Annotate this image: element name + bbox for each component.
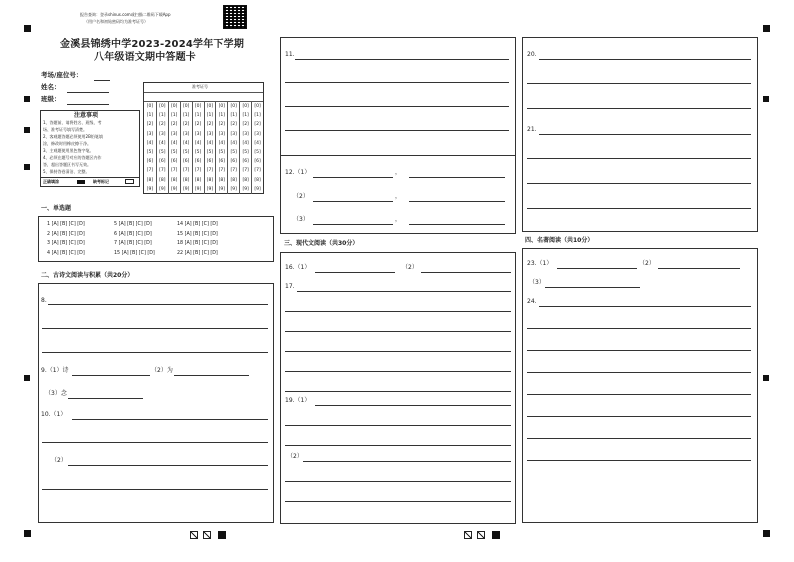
exam-digit-bubble[interactable]: [6]	[239, 157, 251, 166]
answer-line[interactable]	[174, 375, 249, 376]
answer-line[interactable]	[539, 134, 751, 135]
exam-digit-bubble[interactable]: [4]	[227, 139, 239, 148]
exam-digit-bubble[interactable]: [9]	[146, 186, 154, 192]
exam-digit-bubble[interactable]: [2]	[192, 120, 204, 129]
note-item: 场、准考证号填写清楚。	[43, 127, 87, 132]
exam-digit-bubble[interactable]: [4]	[156, 139, 168, 148]
exam-digit-bubble[interactable]: [5]	[215, 148, 227, 157]
page-marker	[477, 531, 485, 539]
answer-line[interactable]	[527, 394, 751, 395]
note-item: 1、答题前，请将姓名、班级、考	[43, 120, 102, 125]
answer-line[interactable]	[527, 416, 751, 417]
answer-line[interactable]	[285, 425, 511, 426]
answer-line[interactable]	[285, 371, 511, 372]
answer-line[interactable]	[285, 106, 509, 107]
mcq-item[interactable]: 14 [A] [B] [C] [D]	[177, 222, 218, 227]
section-3-box	[280, 252, 516, 524]
exam-digit-bubble[interactable]: [8]	[156, 176, 168, 185]
exam-digit-bubble[interactable]: [7]	[204, 166, 216, 175]
exam-digit-bubble[interactable]: [0]	[215, 102, 227, 111]
exam-digit-bubble[interactable]: [9]	[204, 185, 216, 194]
q16-label: 16.（1）	[285, 264, 311, 271]
exam-digit-bubble[interactable]: [3]	[156, 130, 168, 139]
exam-room-label: 考场/座位号：	[41, 71, 83, 79]
exam-digit-bubble[interactable]: [7]	[227, 166, 239, 175]
mcq-item[interactable]: 15 [A] [B] [C] [D]	[177, 231, 218, 237]
exam-digit-bubble[interactable]: [2]	[156, 120, 168, 129]
answer-line[interactable]	[285, 331, 511, 332]
exam-digit-bubble[interactable]: [2]	[168, 120, 180, 129]
exam-digit-bubble[interactable]: [9]	[251, 185, 263, 194]
exam-digit-bubble[interactable]: [6]	[156, 157, 168, 166]
exam-digit-bubble[interactable]: [2]	[239, 120, 251, 129]
exam-digit-bubble[interactable]: [0]	[227, 102, 239, 111]
exam-digit-bubble[interactable]: [1]	[239, 111, 251, 120]
exam-digit-bubble[interactable]: [4]	[204, 139, 216, 148]
section-1-title: 一、单选题	[41, 205, 72, 212]
timing-mark	[24, 127, 30, 133]
q24-label: 24.	[527, 298, 537, 305]
exam-digit-bubble[interactable]: [7]	[180, 166, 192, 175]
answer-line[interactable]	[72, 375, 150, 376]
answer-line[interactable]	[42, 442, 268, 443]
exam-digit-bubble[interactable]: [5]	[239, 148, 251, 157]
answer-line[interactable]	[303, 461, 511, 462]
section-divider	[281, 155, 515, 156]
answer-line[interactable]	[421, 272, 511, 273]
digit-grid	[144, 102, 263, 194]
registration-mark	[763, 530, 770, 537]
answer-line[interactable]	[68, 465, 268, 466]
exam-digit-bubble[interactable]: [6]	[168, 157, 180, 166]
exam-digit-bubble[interactable]: [4]	[215, 139, 227, 148]
exam-digit-bubble[interactable]: [0]	[239, 102, 251, 111]
exam-digit-bubble[interactable]: [1]	[180, 111, 192, 120]
grid-divider	[144, 92, 263, 93]
answer-line[interactable]	[313, 177, 393, 178]
answer-line[interactable]	[68, 398, 143, 399]
exam-digit-bubble[interactable]: [1]	[156, 111, 168, 120]
page-marker	[492, 531, 500, 539]
page-marker	[203, 531, 211, 539]
answer-line[interactable]	[315, 272, 395, 273]
comma: ，	[395, 193, 402, 200]
exam-digit-bubble[interactable]: [4]	[168, 139, 180, 148]
answer-line[interactable]	[527, 372, 751, 373]
q10-1-label: 10.（1）	[41, 411, 67, 418]
exam-digit-bubble[interactable]: [6]	[180, 157, 192, 166]
exam-digit-bubble[interactable]: [4]	[192, 139, 204, 148]
answer-line[interactable]	[527, 83, 751, 84]
page-subtitle: 八年级语文期中答题卡	[94, 52, 196, 63]
exam-digit-bubble[interactable]: [1]	[204, 111, 216, 120]
section-4-title: 四、名著阅读（共10分）	[525, 237, 594, 244]
exam-digit-bubble[interactable]: [3]	[239, 130, 251, 139]
answer-line[interactable]	[285, 351, 511, 352]
answer-line[interactable]	[539, 306, 751, 307]
answer-line[interactable]	[527, 183, 751, 184]
answer-line[interactable]	[315, 405, 511, 406]
exam-digit-bubble[interactable]: [5]	[146, 150, 154, 155]
answer-line[interactable]	[539, 59, 751, 60]
q19-2-label: （2）	[287, 453, 303, 460]
exam-digit-bubble[interactable]: [2]	[180, 120, 192, 129]
q8-label: 8.	[41, 297, 47, 304]
exam-digit-bubble[interactable]: [9]	[156, 185, 168, 194]
exam-digit-bubble[interactable]: [3]	[192, 130, 204, 139]
page-marker	[218, 531, 226, 539]
exam-room-field[interactable]	[94, 80, 110, 81]
mcq-item[interactable]: 15 [A] [B] [C] [D]	[114, 250, 155, 256]
exam-digit-bubble[interactable]: [1]	[146, 113, 154, 119]
answer-line[interactable]	[285, 445, 511, 446]
exam-digit-bubble[interactable]: [8]	[146, 177, 154, 183]
q12-2-label: （2）	[293, 193, 309, 200]
section-4-box	[522, 248, 758, 523]
q12-3-label: （3）	[293, 216, 309, 223]
missing-mark-label: 缺考标记	[93, 179, 109, 184]
exam-digit-bubble[interactable]: [6]	[215, 157, 227, 166]
registration-mark	[24, 25, 31, 32]
exam-digit-bubble[interactable]: [4]	[180, 139, 192, 148]
answer-line[interactable]	[285, 391, 511, 392]
answer-line[interactable]	[545, 287, 640, 288]
answer-line[interactable]	[313, 201, 393, 202]
exam-digit-bubble[interactable]: [7]	[215, 166, 227, 175]
exam-digit-bubble[interactable]: [0]	[251, 102, 263, 111]
exam-digit-bubble[interactable]: [5]	[227, 148, 239, 157]
q23-1-label: 23.（1）	[527, 260, 553, 267]
exam-digit-bubble[interactable]: [0]	[180, 102, 192, 111]
note-item: 4、必须在题号对应的答题区内作	[43, 155, 102, 160]
mcq-item[interactable]: 18 [A] [B] [C] [D]	[177, 241, 218, 246]
note-item: 3、主观题使用黑色签字笔。	[43, 148, 94, 153]
comma: ，	[395, 216, 402, 223]
answer-line[interactable]	[557, 268, 637, 269]
exam-digit-bubble[interactable]: [3]	[204, 130, 216, 139]
exam-digit-bubble[interactable]: [9]	[192, 185, 204, 194]
answer-line[interactable]	[527, 350, 751, 351]
exam-digit-bubble[interactable]: [3]	[168, 130, 180, 139]
note-item: 答，超出答题区书写无效。	[43, 162, 91, 167]
answer-line[interactable]	[285, 130, 509, 131]
qr-code-icon	[223, 5, 247, 29]
exam-digit-bubble[interactable]: [0]	[204, 102, 216, 111]
q9-3-label: （3）念	[45, 390, 67, 397]
notice-line-1: 报告查询：登录shinus.com或扫描二维码下载App	[80, 12, 171, 17]
exam-digit-bubble[interactable]: [3]	[215, 130, 227, 139]
exam-digit-bubble[interactable]: [9]	[215, 185, 227, 194]
name-label: 姓名：	[41, 83, 61, 91]
page-title: 金溪县锦绣中学2023-2024学年下学期	[60, 39, 245, 50]
name-field[interactable]	[67, 92, 109, 93]
answer-line[interactable]	[48, 304, 268, 305]
answer-line[interactable]	[409, 201, 505, 202]
exam-digit-bubble[interactable]: [6]	[251, 157, 263, 166]
q23-2-label: （2）	[639, 260, 655, 267]
note-item: 5、保持答卷清洁、完整。	[43, 169, 90, 174]
exam-digit-bubble[interactable]: [2]	[146, 122, 154, 128]
exam-digit-bubble[interactable]: [3]	[227, 130, 239, 139]
exam-digit-bubble[interactable]: [0]	[146, 104, 154, 109]
exam-number-label: 准考证号	[192, 84, 208, 89]
timing-mark	[763, 96, 769, 102]
exam-digit-bubble[interactable]: [0]	[192, 102, 204, 111]
answer-line[interactable]	[527, 208, 751, 209]
answer-line[interactable]	[527, 438, 751, 439]
exam-digit-bubble[interactable]: [9]	[227, 185, 239, 194]
exam-digit-bubble[interactable]: [7]	[239, 166, 251, 175]
answer-line[interactable]	[658, 268, 740, 269]
q23-3-label: （3）	[529, 279, 545, 286]
exam-digit-bubble[interactable]: [6]	[204, 157, 216, 166]
exam-digit-bubble[interactable]: [5]	[168, 148, 180, 157]
exam-digit-bubble[interactable]: [9]	[168, 185, 180, 194]
q20-21-box	[522, 37, 758, 232]
section-2-box	[38, 283, 274, 523]
exam-digit-bubble[interactable]: [1]	[227, 111, 239, 120]
exam-digit-bubble[interactable]: [2]	[215, 120, 227, 129]
class-field[interactable]	[67, 104, 109, 105]
exam-digit-bubble[interactable]: [7]	[156, 166, 168, 175]
mcq-item[interactable]: 5 [A] [B] [C] [D]	[114, 222, 152, 227]
exam-digit-bubble[interactable]: [3]	[146, 131, 154, 137]
q17-label: 17.	[285, 283, 295, 290]
notes-divider	[41, 177, 139, 178]
exam-digit-bubble[interactable]: [6]	[227, 157, 239, 166]
registration-mark	[763, 25, 770, 32]
q11-label: 11.	[285, 51, 295, 58]
answer-line[interactable]	[42, 328, 268, 329]
correct-fill-label: 正确填涂	[43, 179, 59, 184]
exam-digit-bubble[interactable]: [3]	[251, 130, 263, 139]
q19-1-label: 19.（1）	[285, 397, 311, 404]
section-3-title: 三、现代文阅读（共30分）	[284, 240, 359, 247]
exam-digit-bubble[interactable]: [5]	[251, 148, 263, 157]
exam-digit-bubble[interactable]: [7]	[251, 166, 263, 175]
exam-digit-bubble[interactable]: [7]	[146, 168, 154, 174]
exam-digit-bubble[interactable]: [8]	[168, 176, 180, 185]
timing-mark	[24, 164, 30, 170]
answer-line[interactable]	[409, 224, 505, 225]
exam-digit-bubble[interactable]: [8]	[192, 176, 204, 185]
exam-digit-bubble[interactable]: [0]	[156, 102, 168, 111]
exam-digit-bubble[interactable]: [2]	[204, 120, 216, 129]
exam-digit-bubble[interactable]: [1]	[215, 111, 227, 120]
mcq-box	[38, 216, 274, 262]
q21-label: 21.	[527, 126, 537, 133]
q20-label: 20.	[527, 51, 537, 58]
answer-line[interactable]	[527, 328, 751, 329]
timing-mark	[24, 96, 30, 102]
mcq-item[interactable]: 6 [A] [B] [C] [D]	[114, 231, 152, 237]
note-item: 2、客观题答题必须使用2B铅笔填	[43, 134, 103, 139]
exam-digit-bubble[interactable]: [8]	[227, 176, 239, 185]
exam-digit-bubble[interactable]: [8]	[239, 176, 251, 185]
exam-digit-bubble[interactable]: [1]	[168, 111, 180, 120]
answer-line[interactable]	[42, 489, 268, 490]
answer-line[interactable]	[409, 177, 505, 178]
exam-digit-bubble[interactable]: [5]	[156, 148, 168, 157]
exam-digit-bubble[interactable]: [1]	[251, 111, 263, 120]
notes-title: 注意事项	[74, 112, 99, 119]
exam-digit-bubble[interactable]: [5]	[180, 148, 192, 157]
exam-digit-bubble[interactable]: [6]	[192, 157, 204, 166]
exam-digit-bubble[interactable]: [8]	[251, 176, 263, 185]
exam-digit-bubble[interactable]: [9]	[239, 185, 251, 194]
exam-digit-bubble[interactable]: [0]	[168, 102, 180, 111]
mcq-item[interactable]: 1 [A] [B] [C] [D]	[47, 222, 85, 227]
correct-fill-sample	[77, 180, 85, 184]
timing-mark	[763, 375, 769, 381]
exam-digit-bubble[interactable]: [5]	[192, 148, 204, 157]
exam-digit-bubble[interactable]: [7]	[168, 166, 180, 175]
exam-digit-bubble[interactable]: [8]	[180, 176, 192, 185]
comma: ，	[395, 169, 402, 176]
timing-mark	[24, 375, 30, 381]
section-2-title: 二、古诗文阅读与积累（共20分）	[41, 272, 134, 279]
answer-line[interactable]	[295, 59, 509, 60]
answer-line[interactable]	[42, 352, 268, 353]
answer-line[interactable]	[285, 82, 509, 83]
mcq-item[interactable]: 3 [A] [B] [C] [D]	[47, 241, 85, 246]
answer-line[interactable]	[285, 311, 511, 312]
mcq-item[interactable]: 4 [A] [B] [C] [D]	[47, 250, 85, 256]
registration-mark	[24, 530, 31, 537]
answer-line[interactable]	[297, 291, 511, 292]
answer-line[interactable]	[527, 460, 751, 461]
notes-box	[40, 110, 140, 187]
answer-line[interactable]	[527, 108, 751, 109]
exam-digit-bubble[interactable]: [9]	[180, 185, 192, 194]
answer-line[interactable]	[285, 501, 511, 502]
mcq-item[interactable]: 7 [A] [B] [C] [D]	[114, 241, 152, 246]
class-label: 班级：	[41, 95, 61, 103]
exam-digit-bubble[interactable]: [3]	[180, 130, 192, 139]
exam-digit-bubble[interactable]: [8]	[204, 176, 216, 185]
exam-digit-bubble[interactable]: [6]	[146, 159, 154, 165]
answer-line[interactable]	[285, 481, 511, 482]
exam-digit-bubble[interactable]: [2]	[227, 120, 239, 129]
exam-digit-bubble[interactable]: [4]	[239, 139, 251, 148]
exam-digit-bubble[interactable]: [7]	[192, 166, 204, 175]
q10-2-label: （2）	[51, 457, 67, 464]
mcq-item[interactable]: 2 [A] [B] [C] [D]	[47, 231, 85, 237]
answer-line[interactable]	[72, 419, 268, 420]
notice-line-2: （用户名和初始密码均为准考证号）	[84, 19, 148, 24]
q12-1-label: 12.（1）	[285, 169, 311, 176]
q9-2-label: （2）为	[151, 367, 173, 374]
answer-line[interactable]	[527, 158, 751, 159]
exam-digit-bubble[interactable]: [2]	[251, 120, 263, 129]
note-item: 涂，修改时用橡皮擦干净。	[43, 141, 91, 146]
page-marker	[190, 531, 198, 539]
exam-digit-bubble[interactable]: [5]	[204, 148, 216, 157]
exam-digit-bubble[interactable]: [4]	[146, 140, 154, 146]
exam-number-grid	[143, 82, 264, 194]
exam-digit-bubble[interactable]: [8]	[215, 176, 227, 185]
page-marker	[464, 531, 472, 539]
missing-mark-box[interactable]	[125, 179, 134, 184]
mcq-item[interactable]: 22 [A] [B] [C] [D]	[177, 250, 218, 256]
q11-12-box	[280, 37, 516, 234]
q16-2-label: （2）	[402, 264, 418, 271]
q9-1-label: 9.（1）诗	[41, 367, 69, 374]
exam-digit-bubble[interactable]: [1]	[192, 111, 204, 120]
answer-line[interactable]	[313, 224, 393, 225]
exam-digit-bubble[interactable]: [4]	[251, 139, 263, 148]
